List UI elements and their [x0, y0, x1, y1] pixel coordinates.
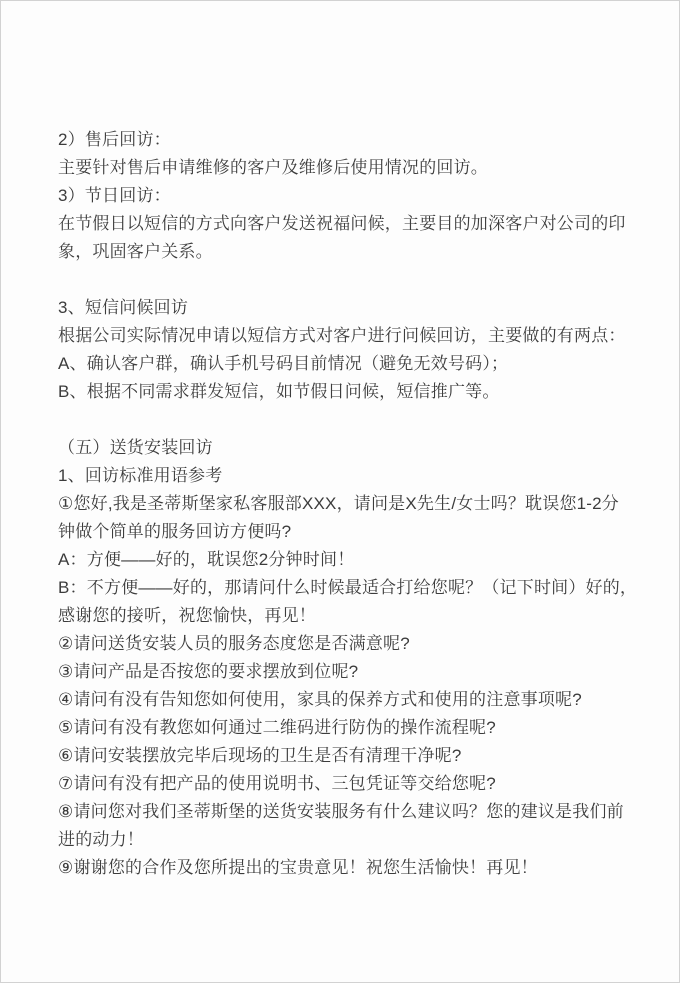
doc-line: 象，巩固客户关系。 — [58, 242, 213, 261]
doc-line: A：方便——好的，耽误您2分钟时间！ — [58, 550, 355, 569]
doc-line: ⑧请问您对我们圣蒂斯堡的送货安装服务有什么建议吗？您的建议是我们前 — [58, 802, 624, 821]
doc-line: 钟做个简单的服务回访方便吗? — [58, 522, 292, 541]
doc-line: A、确认客户群，确认手机号码目前情况（避免无效号码）； — [58, 354, 509, 373]
doc-line: B、根据不同需求群发短信，如节假日问候，短信推广等。 — [58, 382, 500, 401]
section-return-visit-types — [58, 126, 635, 266]
doc-line: ⑨谢谢您的合作及您所提出的宝贵意见！祝您生活愉快！再见！ — [58, 858, 538, 877]
doc-line: 1、回访标准用语参考 — [58, 466, 223, 485]
section-sms-greeting-visit — [58, 294, 635, 406]
doc-line: 进的动力！ — [58, 830, 144, 849]
doc-line: 根据公司实际情况申请以短信方式对客户进行问候回访，主要做的有两点： — [58, 326, 626, 345]
doc-line: 2）售后回访： — [58, 130, 171, 149]
doc-line: B：不方便——好的，那请问什么时候最适合打给您呢？（记下时间）好的， — [58, 578, 638, 597]
doc-line: 主要针对售后申请维修的客户及维修后使用情况的回访。 — [58, 158, 488, 177]
doc-line: ④请问有没有告知您如何使用，家具的保养方式和使用的注意事项呢? — [58, 690, 582, 709]
doc-line: 在节假日以短信的方式向客户发送祝福问候，主要目的加深客户对公司的印 — [58, 214, 626, 233]
doc-line: 感谢您的接听，祝您愉快，再见！ — [58, 606, 316, 625]
doc-line: 3）节日回访： — [58, 186, 171, 205]
doc-line: ⑦请问有没有把产品的使用说明书、三包凭证等交给您呢? — [58, 774, 496, 793]
doc-line: ⑥请问安装摆放完毕后现场的卫生是否有清理干净呢? — [58, 746, 462, 765]
doc-line: ①您好,我是圣蒂斯堡家私客服部XXX，请问是X先生/女士吗？耽误您1-2分 — [58, 494, 620, 513]
doc-line: ③请问产品是否按您的要求摆放到位呢? — [58, 662, 359, 681]
document-text-area — [1, 1, 679, 882]
doc-line: （五）送货安装回访 — [58, 438, 213, 457]
section-delivery-install-visit — [58, 434, 638, 882]
doc-line: ⑤请问有没有教您如何通过二维码进行防伪的操作流程呢? — [58, 718, 496, 737]
doc-line: 3、短信问候回访 — [58, 298, 189, 317]
doc-line: ②请问送货安装人员的服务态度您是否满意呢? — [58, 634, 410, 653]
